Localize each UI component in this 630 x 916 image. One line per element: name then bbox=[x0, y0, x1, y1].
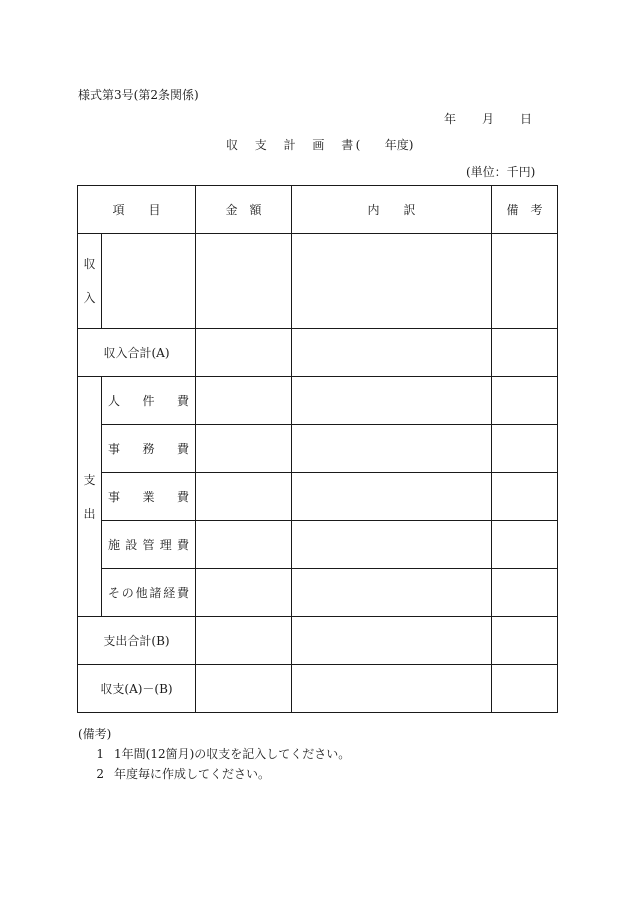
expense-amount-cell[interactable] bbox=[196, 473, 292, 521]
notes-heading: (備考) bbox=[78, 727, 112, 741]
income-item-cell[interactable] bbox=[102, 234, 196, 329]
header-breakdown: 内 訳 bbox=[292, 186, 492, 234]
expense-row bbox=[78, 521, 558, 569]
income-label bbox=[78, 234, 102, 329]
expense-total-breakdown-cell[interactable] bbox=[292, 617, 492, 665]
income-total-amount-cell[interactable] bbox=[196, 329, 292, 377]
date-line bbox=[444, 110, 532, 127]
note-text: 1年間(12箇月)の収支を記入してください。 bbox=[114, 747, 351, 761]
income-amount-cell[interactable] bbox=[196, 234, 292, 329]
note-text: 年度毎に作成してください。 bbox=[114, 767, 271, 781]
date-day-field[interactable]: 日 bbox=[520, 112, 533, 126]
expense-item-other: その他諸経費 bbox=[102, 569, 196, 617]
unit-label: (単位：千円) bbox=[466, 165, 536, 179]
expense-breakdown-cell[interactable] bbox=[292, 425, 492, 473]
balance-amount-cell[interactable] bbox=[196, 665, 292, 713]
expense-remarks-cell[interactable] bbox=[492, 377, 558, 425]
expense-item-office: 事務費 bbox=[102, 425, 196, 473]
balance-row bbox=[78, 665, 558, 713]
budget-table bbox=[77, 185, 558, 713]
expense-amount-cell[interactable] bbox=[196, 377, 292, 425]
expense-remarks-cell[interactable] bbox=[492, 425, 558, 473]
income-row bbox=[78, 234, 558, 329]
date-year-field[interactable]: 年 bbox=[444, 112, 457, 126]
notes-section bbox=[78, 724, 350, 784]
expense-row bbox=[78, 473, 558, 521]
expense-label-1: 支 bbox=[83, 472, 96, 487]
expense-amount-cell[interactable] bbox=[196, 425, 292, 473]
expense-label bbox=[78, 377, 102, 617]
header-remarks: 備 考 bbox=[492, 186, 558, 234]
note-item bbox=[78, 744, 350, 764]
income-total-breakdown-cell[interactable] bbox=[292, 329, 492, 377]
expense-remarks-cell[interactable] bbox=[492, 521, 558, 569]
expense-item-facility: 施設管理費 bbox=[102, 521, 196, 569]
title-main: 収 支 計 画 書( bbox=[226, 138, 363, 152]
balance-label: 収支(A)－(B) bbox=[78, 665, 196, 713]
expense-total-amount-cell[interactable] bbox=[196, 617, 292, 665]
income-label-2: 入 bbox=[83, 291, 96, 305]
expense-row bbox=[78, 425, 558, 473]
expense-total-label: 支出合計(B) bbox=[78, 617, 196, 665]
expense-item-personnel: 人件費 bbox=[102, 377, 196, 425]
header-item: 項 目 bbox=[78, 186, 196, 234]
header-amount: 金 額 bbox=[196, 186, 292, 234]
expense-amount-cell[interactable] bbox=[196, 521, 292, 569]
income-total-label: 収入合計(A) bbox=[78, 329, 196, 377]
expense-row bbox=[78, 569, 558, 617]
note-number: 1 bbox=[96, 747, 104, 761]
note-item bbox=[78, 764, 350, 784]
expense-breakdown-cell[interactable] bbox=[292, 521, 492, 569]
expense-label-2: 出 bbox=[83, 506, 96, 521]
income-total-remarks-cell[interactable] bbox=[492, 329, 558, 377]
expense-amount-cell[interactable] bbox=[196, 569, 292, 617]
expense-remarks-cell[interactable] bbox=[492, 569, 558, 617]
title-fiscal-year[interactable]: 年度) bbox=[384, 138, 414, 152]
expense-breakdown-cell[interactable] bbox=[292, 569, 492, 617]
form-number: 様式第3号(第2条関係) bbox=[78, 88, 199, 102]
income-label-1: 収 bbox=[83, 257, 96, 271]
expense-breakdown-cell[interactable] bbox=[292, 473, 492, 521]
income-total-row bbox=[78, 329, 558, 377]
header-row bbox=[78, 186, 558, 234]
expense-remarks-cell[interactable] bbox=[492, 473, 558, 521]
expense-item-project: 事業費 bbox=[102, 473, 196, 521]
income-remarks-cell[interactable] bbox=[492, 234, 558, 329]
note-number: 2 bbox=[96, 767, 104, 781]
expense-total-remarks-cell[interactable] bbox=[492, 617, 558, 665]
expense-row bbox=[78, 377, 558, 425]
expense-breakdown-cell[interactable] bbox=[292, 377, 492, 425]
document-title bbox=[226, 136, 413, 153]
date-month-field[interactable]: 月 bbox=[482, 112, 495, 126]
expense-total-row bbox=[78, 617, 558, 665]
balance-remarks-cell[interactable] bbox=[492, 665, 558, 713]
income-breakdown-cell[interactable] bbox=[292, 234, 492, 329]
balance-breakdown-cell[interactable] bbox=[292, 665, 492, 713]
